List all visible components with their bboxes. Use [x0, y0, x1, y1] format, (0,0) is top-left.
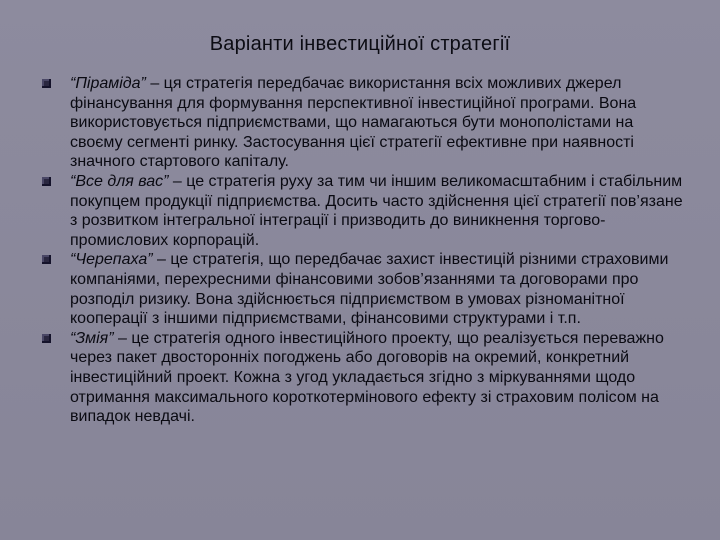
bullet-item-piramida: [40, 74, 690, 172]
square-bullet-icon: [42, 79, 51, 88]
strategy-description: – це стратегія одного інвестиційного проекту, що реалізується переважно через пакет двосторонніх погоджень або договорів на окремий, конкретний інвестиційний проект. Кожна з угод укладається згідно з міркуваннями щодо отримання максимального короткотермінового ефекту зі страховим полісом на випадок невдачі.: [70, 329, 664, 426]
strategy-description: – це стратегія руху за тим чи іншим великомасштабним і стабільним покупцем продукції підприємства. Досить часто здійснення цієї стратегії пов’язане з розвитком інтегральної інтеграції і призводить до виникнення торгово-промислових корпорацій.: [70, 172, 683, 249]
strategy-description: – це стратегія, що передбачає захист інвестицій різними страховими компаніями, перехресними фінансовими зобов’язаннями та договорами про розподіл ризику. Вона здійснюється підприємством в умовах різноманітної кооперації з іншими підприємствами, фінансовими структурами і т.п.: [70, 251, 669, 328]
bullet-item-cherepakha: [40, 250, 690, 328]
strategy-term: “Піраміда”: [70, 75, 146, 92]
bullet-list: [40, 74, 690, 427]
bullet-item-zmiia: [40, 329, 690, 427]
strategy-term: “Черепаха”: [70, 251, 153, 269]
strategy-term: “Все для вас”: [70, 172, 169, 190]
strategy-description: – ця стратегія передбачає використання всіх можливих джерел фінансування для формування перспективної інвестиційної програми. Вона використовується підприємствами, що намагаються бути монополістами на своєму сегменті ринку. Застосування цієї стратегії ефективне при наявності значного стартового капіталу.: [70, 75, 637, 171]
square-bullet-icon: [42, 334, 51, 343]
bullet-item-vse-dlia-vas: [40, 172, 690, 250]
slide-title: Варіанти інвестиційної стратегії: [209, 33, 511, 55]
square-bullet-icon: [42, 255, 51, 264]
strategy-term: “Змія”: [70, 329, 114, 347]
square-bullet-icon: [42, 177, 51, 186]
